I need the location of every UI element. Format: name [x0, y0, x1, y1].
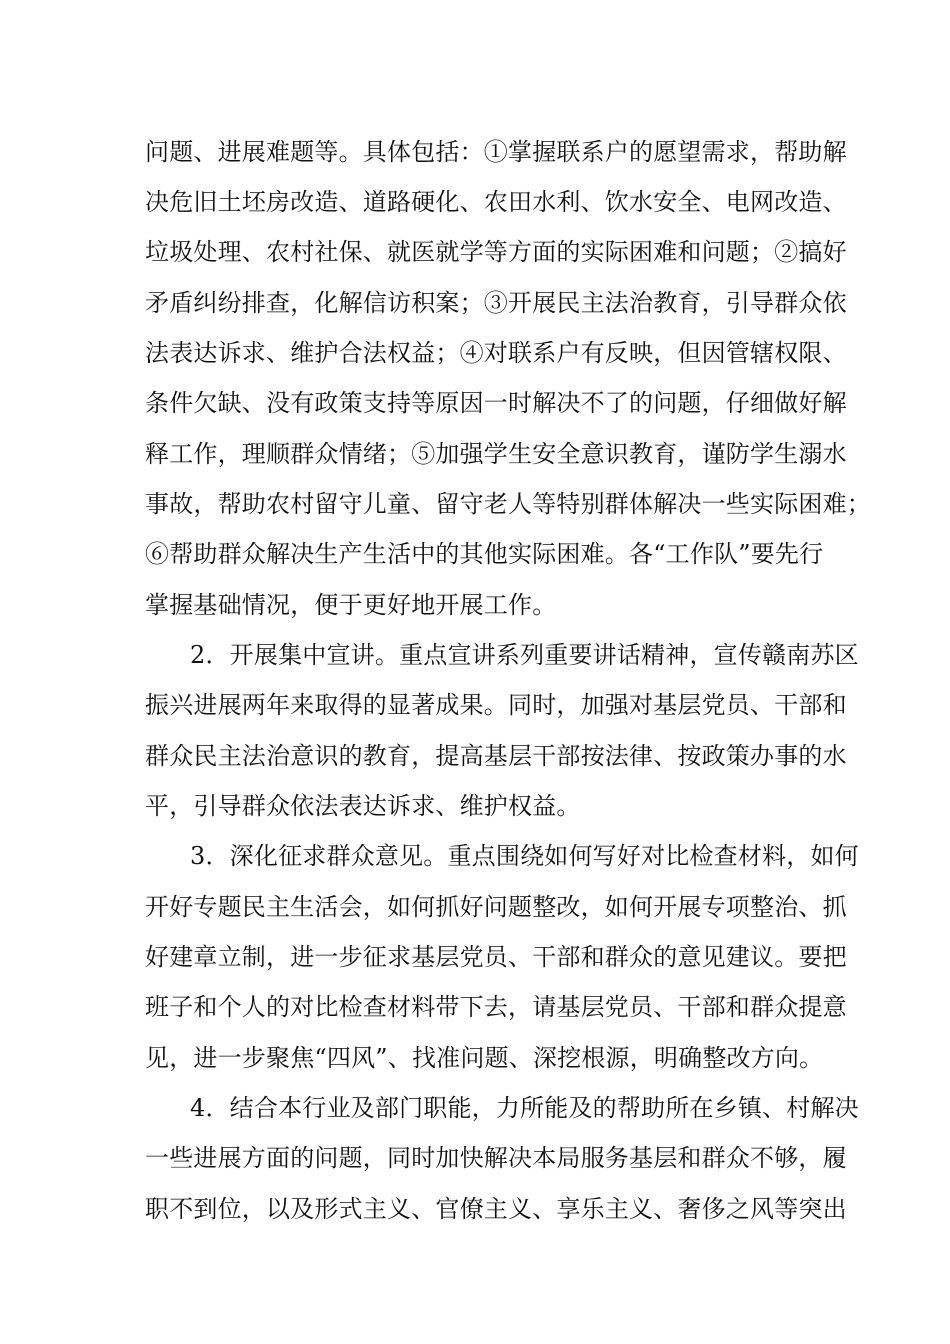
text-line: 平，引导群众依法表达诉求、维护权益。: [145, 792, 581, 820]
text-line: 群众民主法治意识的教育，提高基层干部按法律、按政策办事的水: [145, 742, 847, 770]
text-line: 见，进一步聚焦“四风”、找准问题、深挖根源，明确整改方向。: [145, 1044, 824, 1072]
text-line: 释工作，理顺群众情绪；⑤加强学生安全意识教育，谨防学生溺水: [145, 440, 847, 468]
paragraph-4-start: 4．结合本行业及部门职能，力所能及的帮助所在乡镇、村解决: [190, 1094, 859, 1122]
text-line: 垃圾处理、农村社保、就医就学等方面的实际困难和问题；②搞好: [145, 238, 847, 266]
text-line: 开好专题民主生活会，如何抓好问题整改，如何开展专项整治、抓: [145, 893, 847, 921]
text-line: 掌握基础情况，便于更好地开展工作。: [145, 591, 557, 619]
text-line: 一些进展方面的问题，同时加快解决本局服务基层和群众不够，履: [145, 1144, 847, 1172]
text-line: 事故，帮助农村留守儿童、留守老人等特别群体解决一些实际困难；: [145, 490, 871, 518]
text-line: ⑥帮助群众解决生产生活中的其他实际困难。各“工作队”要先行: [145, 540, 824, 568]
text-line: 决危旧土坯房改造、道路硬化、农田水利、饮水安全、电网改造、: [145, 188, 847, 216]
text-line: 振兴进展两年来取得的显著成果。同时，加强对基层党员、干部和: [145, 691, 847, 719]
text-line: 班子和个人的对比检查材料带下去，请基层党员、干部和群众提意: [145, 993, 847, 1021]
text-line: 问题、进展难题等。具体包括：①掌握联系户的愿望需求，帮助解: [145, 138, 847, 166]
text-line: 矛盾纠纷排查，化解信访积案；③开展民主法治教育，引导群众依: [145, 289, 847, 317]
text-line: 条件欠缺、没有政策支持等原因一时解决不了的问题，仔细做好解: [145, 389, 847, 417]
paragraph-2-start: 2．开展集中宣讲。重点宣讲系列重要讲话精神，宣传赣南苏区: [190, 641, 859, 669]
text-line: 职不到位，以及形式主义、官僚主义、享乐主义、奢侈之风等突出: [145, 1195, 847, 1223]
text-line: 好建章立制，进一步征求基层党员、干部和群众的意见建议。要把: [145, 943, 847, 971]
paragraph-3-start: 3．深化征求群众意见。重点围绕如何写好对比检查材料，如何: [190, 842, 859, 870]
text-line: 法表达诉求、维护合法权益；④对联系户有反映，但因管辖权限、: [145, 339, 847, 367]
